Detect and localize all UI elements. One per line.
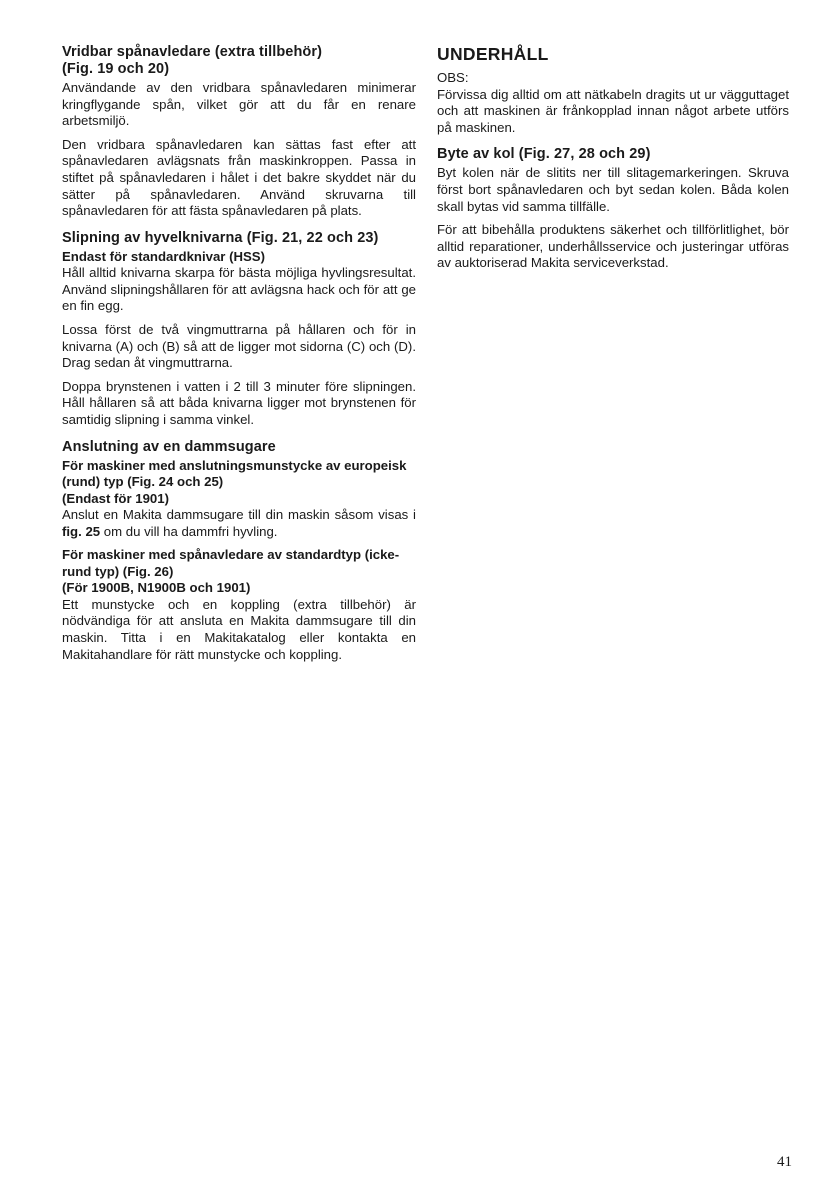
page-number: 41	[777, 1154, 792, 1170]
section-heading-blade-sharpening: Slipning av hyvelknivarna (Fig. 21, 22 och 23)	[62, 229, 379, 246]
subheading-standard-deflector: För maskiner med spånavledare av standardtyp (icke-rund typ) (Fig. 26)	[62, 547, 400, 579]
paragraph: Byt kolen när de slitits ner till slitagemarkeringen. Skruva först bort spånavledaren och byt sedan kolen. Båda kolen skall bytas vid samma tillfälle.	[437, 165, 789, 214]
paragraph	[62, 507, 416, 540]
paragraph: Förvissa dig alltid om att nätkabeln dragits ut ur vägguttaget och att maskinen är frånkopplad innan något arbete utförs på maskinen.	[437, 86, 789, 135]
heading-line: Vridbar spånavledare (extra tillbehör)	[62, 44, 323, 60]
text-run: om du vill ha dammfri hyvling.	[100, 523, 278, 539]
paragraph: Den vridbara spånavledaren kan sättas fast efter att spånavledaren avlägsnats från maskinkroppen. Passa in stiftet på spånavledaren i hålet i det bakre skyddet när du sätter på spånavledaren. Använd skruvarna till spånavledaren för att fästa spånavledaren på plats.	[62, 136, 416, 219]
left-column	[62, 44, 416, 670]
right-column	[437, 44, 789, 279]
section-heading-rotating-chip-deflector	[62, 44, 416, 78]
paragraph: För att bibehålla produktens säkerhet och tillförlitlighet, bör alltid reparationer, underhållsservice och justeringar utföras av auktoriserad Makita serviceverkstad.	[437, 222, 789, 271]
paragraph: Ett munstycke och en koppling (extra tillbehör) är nödvändiga för att ansluta en Makita dammsugare till din maskin. Titta i en Makitakatalog eller kontakta en Makitahandlare för rätt munstycke och koppling.	[62, 596, 416, 662]
section-heading-vacuum-connection: Anslutning av en dammsugare	[62, 438, 276, 455]
paragraph: Lossa först de två vingmuttrarna på hållaren och för in knivarna (A) och (B) så att de ligger mot sidorna (C) och (D). Drag sedan åt vingmuttrarna.	[62, 322, 416, 371]
subheading-standard-blades: Endast för standardknivar (HSS)	[62, 248, 265, 264]
section-heading-carbon-brushes: Byte av kol (Fig. 27, 28 och 29)	[437, 146, 651, 163]
paragraph: Användande av den vridbara spånavledaren minimerar kringflygande spån, vilket gör att du får en renare arbetsmiljö.	[62, 80, 416, 129]
paragraph: Doppa brynstenen i vatten i 2 till 3 minuter före slipningen. Håll hållaren så att båda knivarna ligger mot brynstenen för samtidig slipning i samma vinkel.	[62, 378, 416, 427]
maintenance-title: UNDERHÅLL	[437, 44, 549, 64]
note-label: OBS:	[437, 70, 469, 85]
subheading-models: (För 1900B, N1900B och 1901)	[62, 580, 251, 596]
text-run: Anslut en Makita dammsugare till din maskin såsom visas i	[62, 507, 416, 523]
subheading-model-1901: (Endast för 1901)	[62, 490, 169, 506]
subheading-european-nozzle: För maskiner med anslutningsmunstycke av europeisk (rund) typ (Fig. 24 och 25)	[62, 457, 407, 490]
figure-reference: fig. 25	[62, 523, 101, 539]
paragraph: Håll alltid knivarna skarpa för bästa möjliga hyvlingsresultat. Använd slipningshållaren för att avlägsna hack och för att ge en fin egg.	[62, 265, 416, 314]
heading-line: (Fig. 19 och 20)	[62, 61, 170, 77]
